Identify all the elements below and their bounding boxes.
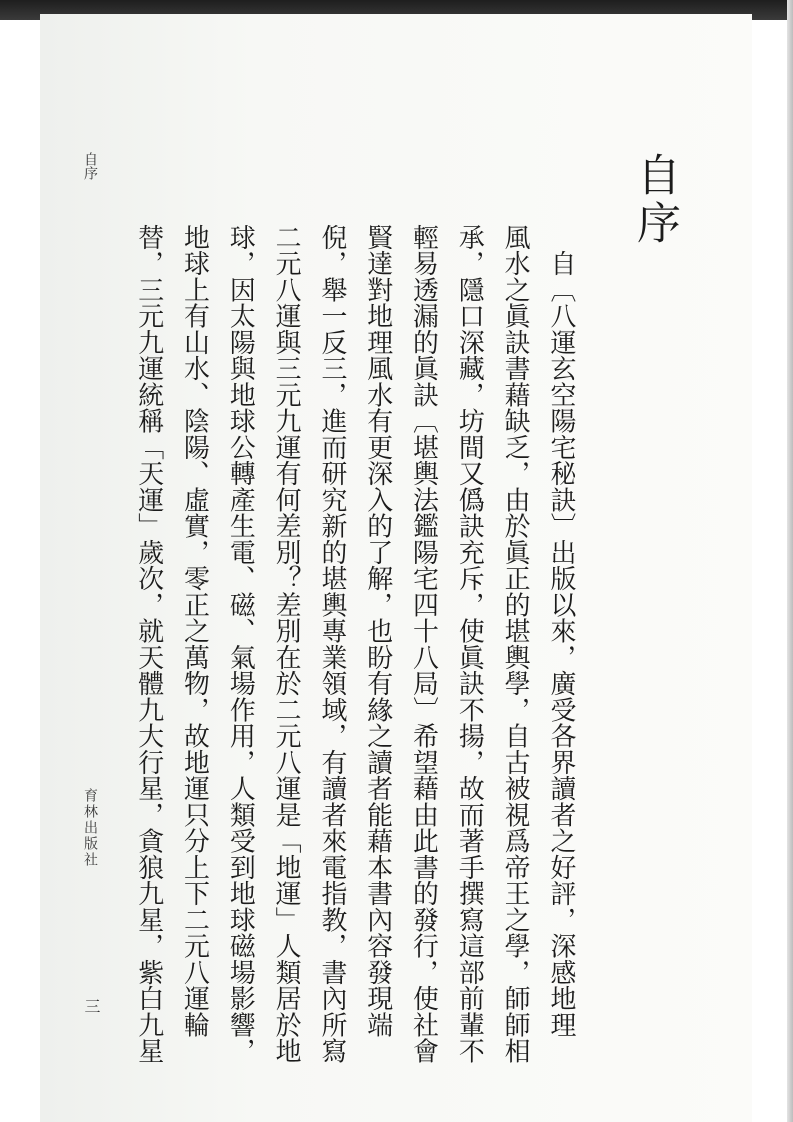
text-column: 球，因太陽與地球公轉產生電、磁、氣場作用，人類受到地球磁場影響， [225, 224, 256, 1064]
text-column: 承，隱口深藏，坊間又僞訣充斥，使眞訣不揚，故而著手撰寫這部前輩不 [454, 224, 485, 1064]
text-column: 地球上有山水、陰陽、虛實，零正之萬物，故地運只分上下二元八運輪 [179, 224, 210, 1038]
page-title: 自序 [629, 152, 680, 248]
text-column: 風水之眞訣書藉缺乏，由於眞正的堪輿學，自古被視爲帝王之學，師師相 [500, 224, 531, 1064]
text-column: 賢達對地理風水有更深入的了解，也盼有緣之讀者能藉本書內容發現端 [362, 224, 393, 1038]
text-column: 二元八運與三元九運有何差別？差別在於二元八運是「地運」人類居於地 [271, 224, 302, 1064]
text-column: 自〔八運玄空陽宅秘訣〕出版以來，廣受各界讀者之好評，深感地理 [545, 224, 576, 1038]
text-column: 輕易透漏的眞訣〔堪輿法鑑陽宅四十八局〕希望藉由此書的發行，使社會 [408, 224, 439, 1064]
running-header: 自序 [82, 152, 98, 180]
scan-right-edge [787, 0, 793, 1122]
publisher-name: 育林出版社 [82, 788, 98, 868]
page-number: 三 [82, 998, 101, 1014]
text-column: 替，三元九運統稱「天運」歲次，就天體九大行星，貪狼九星，紫白九星 [133, 224, 164, 1064]
text-column: 倪，舉一反三，進而研究新的堪輿專業領域，有讀者來電指教，書內所寫 [316, 224, 347, 1064]
